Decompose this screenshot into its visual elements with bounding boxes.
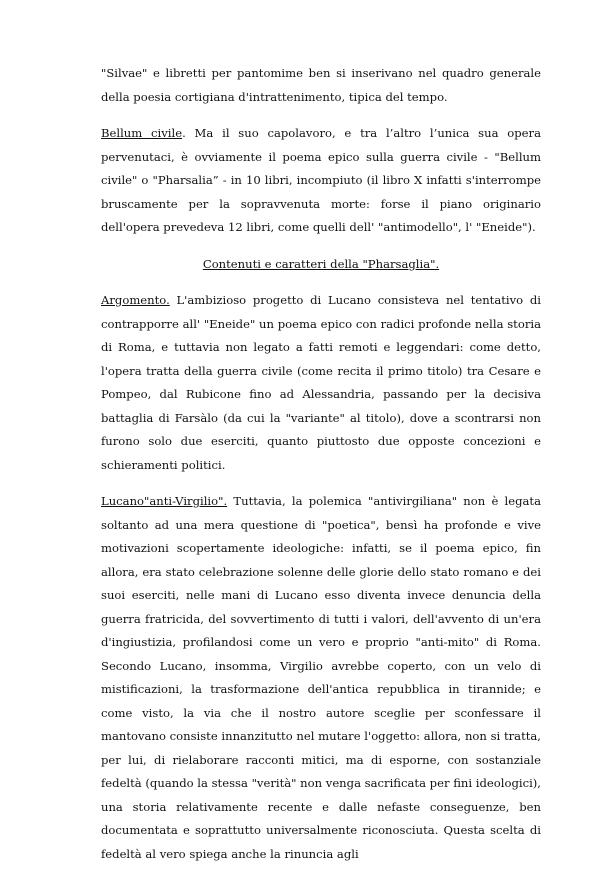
paragraph-text: L'ambizioso progetto di Lucano consisteva nel tentativo di contrapporre all' "Eneide" un poema epico con radici profonde nella storia di Roma, e tuttavia non legato a fatti remoti e leggendari: come detto, l'opera tratta della guerra civile (come recita il primo titolo) tra Cesare e Pompeo, dal Rubicone fino ad Alessandria, passando per la decisiva battaglia di Farsàlo (da cui la "variante" al titolo), dove a scontrarsi non furono solo due eserciti, quanto piuttosto due opposte concezioni e schieramenti politici. <box>101 293 541 472</box>
paragraph-argomento <box>101 289 541 477</box>
paragraph-lead-anti-virgilio: Lucano"anti-Virgilio". <box>101 494 228 508</box>
paragraph-text: Tuttavia, la polemica "antivirgiliana" non è legata soltanto ad una mera questione di "poetica", bensì ha profonde e vive motivazioni scopertamente ideologiche: infatti, se il poema epico, fin allora, era stato celebrazione solenne delle glorie dello stato romano e dei suoi eserciti, nelle mani di Lucano esso diventa invece denuncia della guerra fratricida, del sovvertimento di tutti i valori, dell'avvento di un'era d'ingiustizia, profilandosi come un vero e proprio "anti-mito" di Roma. Secondo Lucano, insomma, Virgilio avrebbe coperto, con un velo di mistificazioni, la trasformazione dell'antica repubblica in tirannide; e come visto, la via che il nostro autore sceglie per sconfessare il mantovano consiste innanzitutto nel mutare l'oggetto: allora, non si tratta, per lui, di rielaborare racconti mitici, ma di esporne, con sostanziale fedeltà (quando la stessa "verità" non venga sacrificata per fini ideologici), una storia relativamente recente e dalle nefaste conseguenze, ben documentata e soprattutto universalmente riconosciuta. Questa scelta di fedeltà al vero spiega anche la rinuncia agli <box>101 494 541 861</box>
paragraph-lead-argomento: Argomento. <box>101 293 170 307</box>
document-page <box>101 62 541 879</box>
paragraph-anti-virgilio <box>101 490 541 866</box>
section-heading: Contenuti e caratteri della "Pharsaglia". <box>202 256 440 271</box>
paragraph-lead-bellum-civile: Bellum civile <box>101 126 183 140</box>
paragraph-bellum-civile <box>101 122 541 240</box>
paragraph-text: . Ma il suo capolavoro, e tra l’altro l’unica sua opera pervenutaci, è ovviamente il poema epico sulla guerra civile - "Bellum civile" o "Pharsalia” - in 10 libri, incompiuto (il libro X infatti s'interrompe bruscamente per la sopravvenuta morte: forse il piano originario dell'opera prevedeva 12 libri, come quelli dell' "antimodello", l' "Eneide"). <box>101 126 541 234</box>
paragraph-silvae <box>101 62 541 109</box>
paragraph-text: "Silvae" e libretti per pantomime ben si inserivano nel quadro generale della poesia cortigiana d'intrattenimento, tipica del tempo. <box>101 66 541 104</box>
